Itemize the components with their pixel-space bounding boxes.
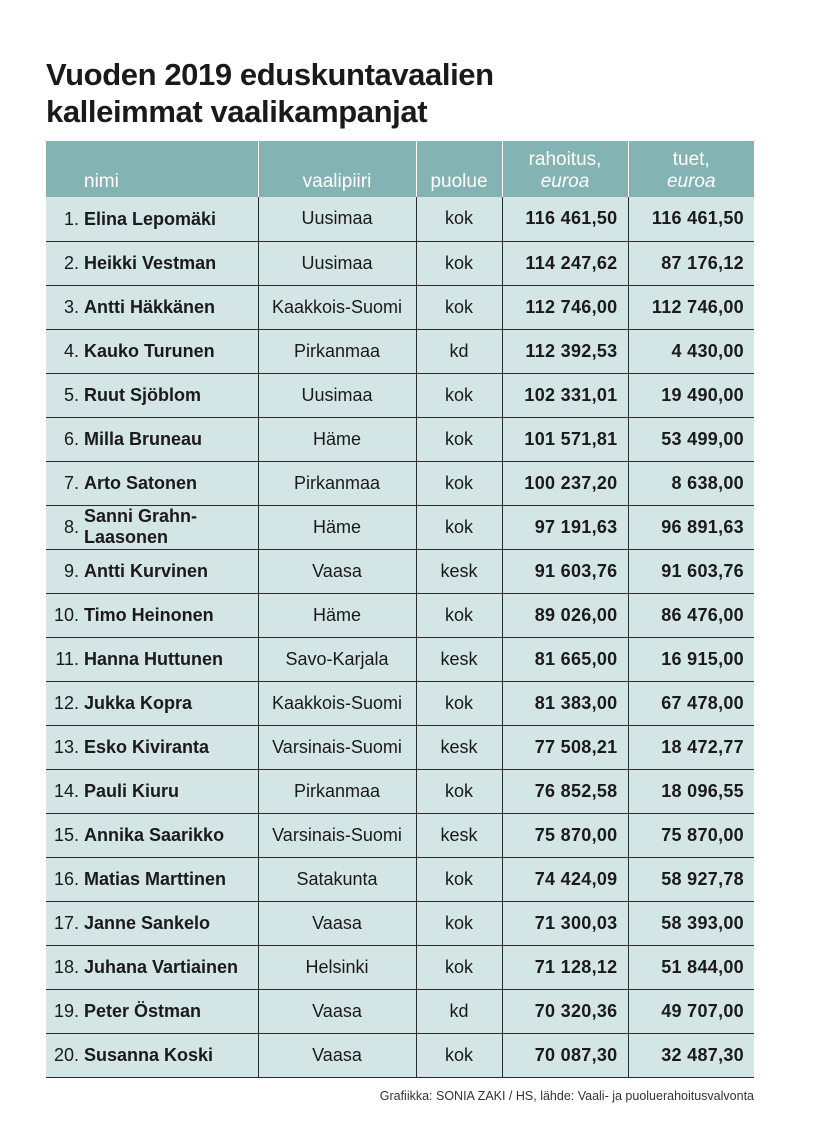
cell-funding: 81 665,00 [502,637,628,681]
rank-number: 20. [53,1044,79,1065]
cell-district: Häme [258,417,416,461]
cell-funding: 100 237,20 [502,461,628,505]
cell-funding: 97 191,63 [502,505,628,549]
table-row [46,1033,754,1077]
cell-name [46,769,258,813]
cell-district: Varsinais-Suomi [258,725,416,769]
cell-name [46,593,258,637]
cell-name [46,857,258,901]
cell-district: Vaasa [258,901,416,945]
cell-support: 53 499,00 [628,417,754,461]
cell-name [46,989,258,1033]
cell-name [46,813,258,857]
title-line-2: kalleimmat vaalikampanjat [46,94,428,129]
cell-party: kd [416,329,502,373]
cell-party: kok [416,505,502,549]
table-row [46,505,754,549]
cell-funding: 71 300,03 [502,901,628,945]
rank-number: 1. [63,208,79,229]
table-row [46,417,754,461]
candidate-name: Jukka Kopra [84,692,193,713]
cell-funding: 77 508,21 [502,725,628,769]
cell-party: kok [416,901,502,945]
rank-number: 17. [53,912,79,933]
cell-district: Pirkanmaa [258,769,416,813]
table-row [46,197,754,241]
rank-number: 2. [63,252,79,273]
cell-district: Uusimaa [258,373,416,417]
cell-funding: 70 087,30 [502,1033,628,1077]
cell-funding: 76 852,58 [502,769,628,813]
column-header-support: tuet, euroa [628,141,754,197]
cell-support: 91 603,76 [628,549,754,593]
cell-support: 112 746,00 [628,285,754,329]
table-row [46,593,754,637]
table-row [46,769,754,813]
table-row [46,373,754,417]
cell-name [46,373,258,417]
cell-support: 67 478,00 [628,681,754,725]
cell-party: kok [416,681,502,725]
table-row [46,901,754,945]
cell-name [46,329,258,373]
cell-support: 96 891,63 [628,505,754,549]
cell-district: Uusimaa [258,241,416,285]
cell-district: Kaakkois-Suomi [258,681,416,725]
cell-support: 49 707,00 [628,989,754,1033]
chart-title [46,56,494,130]
cell-name [46,549,258,593]
candidate-name: Matias Marttinen [84,868,227,889]
table-row [46,461,754,505]
table-row [46,989,754,1033]
candidate-name: Sanni Grahn-Laasonen [84,506,198,547]
cell-party: kok [416,769,502,813]
rank-number: 18. [53,956,79,977]
rank-number: 13. [53,736,79,757]
column-header-district: vaalipiiri [258,141,416,197]
rank-number: 11. [55,648,79,669]
cell-party: kok [416,197,502,241]
candidate-name: Elina Lepomäki [84,208,217,229]
cell-funding: 114 247,62 [502,241,628,285]
cell-name [46,197,258,241]
candidate-name: Antti Häkkänen [84,296,216,317]
campaign-table [46,141,754,1078]
cell-support: 8 638,00 [628,461,754,505]
rank-number: 15. [53,824,79,845]
cell-support: 58 393,00 [628,901,754,945]
cell-funding: 116 461,50 [502,197,628,241]
cell-district: Uusimaa [258,197,416,241]
cell-party: kesk [416,637,502,681]
cell-name [46,285,258,329]
rank-number: 19. [53,1000,79,1021]
cell-name [46,417,258,461]
rank-number: 5. [63,384,79,405]
column-header-funding: rahoitus, euroa [502,141,628,197]
candidate-name: Arto Satonen [84,472,198,493]
cell-party: kok [416,1033,502,1077]
cell-district: Satakunta [258,857,416,901]
candidate-name: Annika Saarikko [84,824,225,845]
table-row [46,329,754,373]
cell-name [46,945,258,989]
table-header-row [46,141,754,197]
cell-district: Helsinki [258,945,416,989]
cell-district: Pirkanmaa [258,461,416,505]
candidate-name: Peter Östman [84,1000,202,1021]
cell-support: 4 430,00 [628,329,754,373]
rank-number: 14. [53,780,79,801]
rank-number: 10. [53,604,79,625]
rank-number: 16. [53,868,79,889]
cell-funding: 112 746,00 [502,285,628,329]
title-line-1: Vuoden 2019 eduskuntavaalien [46,57,494,92]
cell-support: 51 844,00 [628,945,754,989]
cell-funding: 70 320,36 [502,989,628,1033]
table-row [46,549,754,593]
cell-district: Kaakkois-Suomi [258,285,416,329]
table-row [46,241,754,285]
cell-funding: 89 026,00 [502,593,628,637]
cell-party: kok [416,945,502,989]
cell-district: Vaasa [258,989,416,1033]
cell-name [46,505,258,549]
cell-party: kok [416,241,502,285]
candidate-name: Hanna Huttunen [84,648,223,669]
rank-number: 6. [63,428,79,449]
source-credit: Grafiikka: SONIA ZAKI / HS, lähde: Vaali- ja puoluerahoitusvalvonta [379,1089,754,1103]
candidate-name: Timo Heinonen [84,604,214,625]
candidate-name: Milla Bruneau [84,428,203,449]
table-row [46,285,754,329]
rank-number: 12. [53,692,79,713]
rank-number: 8. [63,516,79,537]
cell-district: Varsinais-Suomi [258,813,416,857]
candidate-name: Janne Sankelo [84,912,211,933]
cell-name [46,241,258,285]
cell-funding: 71 128,12 [502,945,628,989]
cell-support: 19 490,00 [628,373,754,417]
cell-party: kd [416,989,502,1033]
cell-party: kok [416,417,502,461]
rank-number: 3. [63,296,79,317]
cell-party: kok [416,285,502,329]
column-header-party: puolue [416,141,502,197]
cell-funding: 101 571,81 [502,417,628,461]
candidate-name: Heikki Vestman [84,252,217,273]
cell-support: 32 487,30 [628,1033,754,1077]
cell-name [46,901,258,945]
table-row [46,813,754,857]
rank-number: 4. [63,340,79,361]
cell-funding: 91 603,76 [502,549,628,593]
table-row [46,637,754,681]
column-header-name: nimi [46,141,258,197]
cell-district: Häme [258,593,416,637]
cell-district: Vaasa [258,1033,416,1077]
cell-party: kok [416,593,502,637]
cell-district: Savo-Karjala [258,637,416,681]
cell-name [46,725,258,769]
table-row [46,681,754,725]
cell-name [46,637,258,681]
cell-party: kok [416,857,502,901]
rank-number: 9. [63,560,79,581]
cell-party: kesk [416,549,502,593]
table-body [46,197,754,1077]
table-row [46,725,754,769]
cell-name [46,681,258,725]
cell-support: 86 476,00 [628,593,754,637]
rank-number: 7. [63,472,79,493]
cell-funding: 74 424,09 [502,857,628,901]
cell-district: Vaasa [258,549,416,593]
cell-support: 18 472,77 [628,725,754,769]
candidate-name: Ruut Sjöblom [84,384,201,405]
cell-party: kok [416,461,502,505]
candidate-name: Antti Kurvinen [84,560,208,581]
cell-support: 16 915,00 [628,637,754,681]
candidate-name: Juhana Vartiainen [84,956,239,977]
table-row [46,857,754,901]
cell-support: 87 176,12 [628,241,754,285]
candidate-name: Kauko Turunen [84,340,215,361]
cell-funding: 112 392,53 [502,329,628,373]
cell-district: Häme [258,505,416,549]
cell-support: 18 096,55 [628,769,754,813]
cell-support: 116 461,50 [628,197,754,241]
table-row [46,945,754,989]
cell-funding: 75 870,00 [502,813,628,857]
cell-funding: 81 383,00 [502,681,628,725]
cell-name [46,461,258,505]
cell-funding: 102 331,01 [502,373,628,417]
cell-party: kok [416,373,502,417]
candidate-name: Susanna Koski [84,1044,214,1065]
candidate-name: Pauli Kiuru [84,780,180,801]
cell-party: kesk [416,813,502,857]
cell-name [46,1033,258,1077]
cell-party: kesk [416,725,502,769]
cell-support: 75 870,00 [628,813,754,857]
cell-support: 58 927,78 [628,857,754,901]
cell-district: Pirkanmaa [258,329,416,373]
candidate-name: Esko Kiviranta [84,736,210,757]
